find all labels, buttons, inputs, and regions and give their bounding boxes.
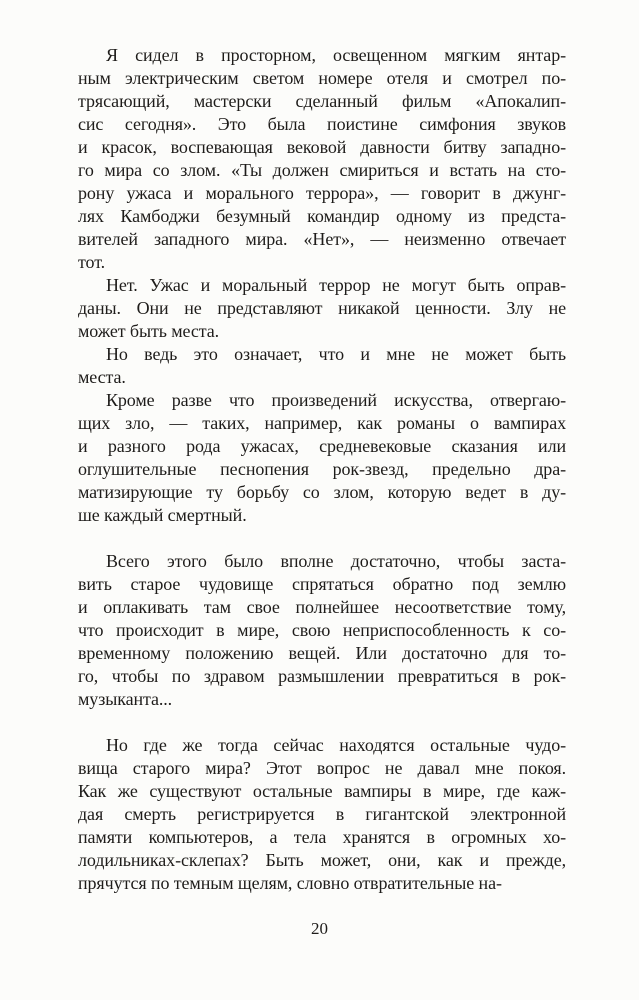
text-line: лодильниках-склепах? Быть может, они, как и прежде, [78, 850, 566, 870]
text-line: матизирующие ту борьбу со злом, которую ведет в ду- [78, 482, 566, 502]
text-line: памяти компьютеров, а тела хранятся в огромных хо- [78, 827, 566, 847]
paragraph [78, 734, 566, 895]
text-line: и красок, воспевающая вековой давности битву западно- [78, 137, 566, 157]
text-line: вища старого мира? Этот вопрос не давал мне покоя. [78, 758, 566, 778]
text-line: временному положению вещей. Или достаточно для то- [78, 643, 566, 663]
text-line: места. [78, 367, 126, 387]
text-line: Но ведь это означает, что и мне не может быть [106, 344, 566, 364]
text-line: ным электрическим светом номере отеля и смотрел по- [78, 68, 566, 88]
paragraph [78, 44, 566, 274]
page-text-block [78, 44, 566, 895]
text-line: прячутся по темным щелям, словно отвратительные на- [78, 873, 502, 893]
text-line: щих зло, — таких, например, как романы о вампирах [78, 413, 566, 433]
text-line: лях Камбоджи безумный командир одному из предста- [78, 206, 566, 226]
page-number: 20 [311, 919, 328, 938]
paragraph [78, 274, 566, 343]
text-line: что происходит в мире, свою неприспособленность к со- [78, 620, 566, 640]
text-line: и оплакивать там свое полнейшее несоответствие тому, [78, 597, 566, 617]
text-line: го, чтобы по здравом размышлении превратиться в рок- [78, 666, 566, 686]
text-line: Я сидел в просторном, освещенном мягким янтар- [106, 45, 566, 65]
text-line: оглушительные песнопения рок-звезд, предельно дра- [78, 459, 566, 479]
text-line: трясающий, мастерски сделанный фильм «Апокалип- [78, 91, 566, 111]
text-line: Всего этого было вполне достаточно, чтобы заста- [106, 551, 566, 571]
paragraph [78, 550, 566, 711]
text-line: может быть места. [78, 321, 220, 341]
text-line: Как же существуют остальные вампиры в мире, где каж- [78, 781, 566, 801]
text-line: и разного рода ужасах, средневековые сказания или [78, 436, 566, 456]
text-line: музыканта... [78, 689, 173, 709]
text-line: вителей западного мира. «Нет», — неизменно отвечает [78, 229, 566, 249]
text-line: сис сегодня». Это была поистине симфония звуков [78, 114, 566, 134]
text-line: ше каждый смертный. [78, 505, 247, 525]
paragraph [78, 389, 566, 527]
text-line: Но где же тогда сейчас находятся остальные чудо- [106, 735, 566, 755]
text-line: Нет. Ужас и моральный террор не могут быть оправ- [106, 275, 566, 295]
text-line: даны. Они не представляют никакой ценности. Злу не [78, 298, 566, 318]
paragraph [78, 343, 566, 389]
text-line: рону ужаса и морального террора», — говорит в джунг- [78, 183, 566, 203]
text-line: Кроме разве что произведений искусства, отвергаю- [106, 390, 566, 410]
text-line: го мира со злом. «Ты должен смириться и встать на сто- [78, 160, 566, 180]
text-line: дая смерть регистрируется в гигантской электронной [78, 804, 566, 824]
text-line: вить старое чудовище спрятаться обратно под землю [78, 574, 566, 594]
text-line: тот. [78, 252, 106, 272]
